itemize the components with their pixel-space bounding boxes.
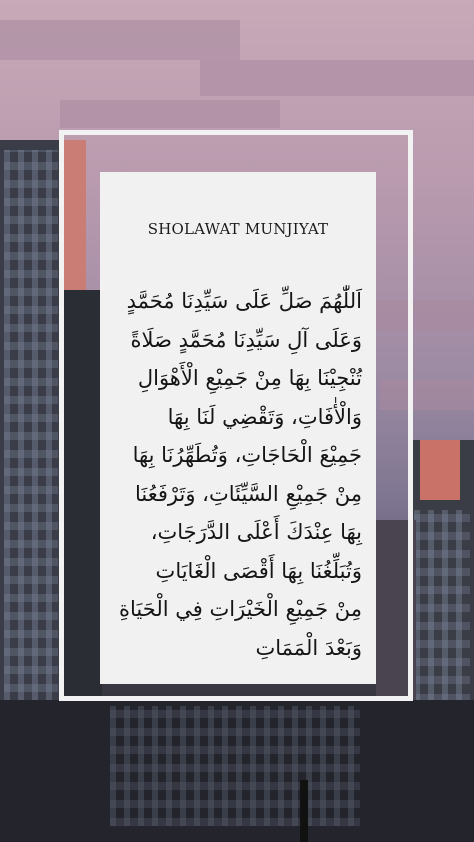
arabic-line: اَللّٰهُمَ صَلِّ عَلَى سَيِّدِنَا مُحَمَّدٍ — [126, 289, 362, 313]
building-windows — [4, 150, 58, 710]
arabic-line: جَمِيْعَ الْحَاجَاتِ، وَتُطَهِّرُنَا بِهَا — [132, 443, 362, 467]
cloud-band — [60, 100, 280, 128]
cloud-band — [200, 60, 474, 96]
building-accent — [420, 440, 460, 500]
arabic-line: وَالْأٰفَاتِ، وَتَقْضِي لَنَا بِهَا — [167, 404, 362, 429]
arabic-line: مِنْ جَمِيْعِ السَّيِّئَاتِ، وَتَرْفَعُنَا — [135, 481, 362, 506]
arabic-line: وَعَلَى آلِ سَيِّدِنَا مُحَمَّدٍ صَلَاةً — [130, 327, 362, 352]
arabic-line: وَبَعْدَ الْمَمَاتِ — [255, 635, 362, 660]
building-windows — [110, 706, 360, 826]
cloud-band — [0, 20, 240, 60]
arabic-line: مِنْ جَمِيْعِ الْخَيْرَاتِ فِي الْحَيَاةِ — [119, 597, 362, 621]
building — [300, 780, 308, 842]
arabic-line: تُنْجِيْنَا بِهَا مِنْ جَمِيْعِ الْأَهْوَالِ — [137, 366, 362, 390]
arabic-prayer-text — [114, 282, 362, 667]
card-title: SHOLAWAT MUNJIYAT — [147, 220, 329, 238]
prayer-card — [100, 172, 376, 684]
arabic-line: وَتُبَلِّغُنَا بِهَا أَقْصَى الْغَايَاتِ — [155, 558, 362, 583]
arabic-line: بِهَا عِنْدَكَ أَعْلَى الدَّرَجَاتِ، — [150, 520, 362, 544]
